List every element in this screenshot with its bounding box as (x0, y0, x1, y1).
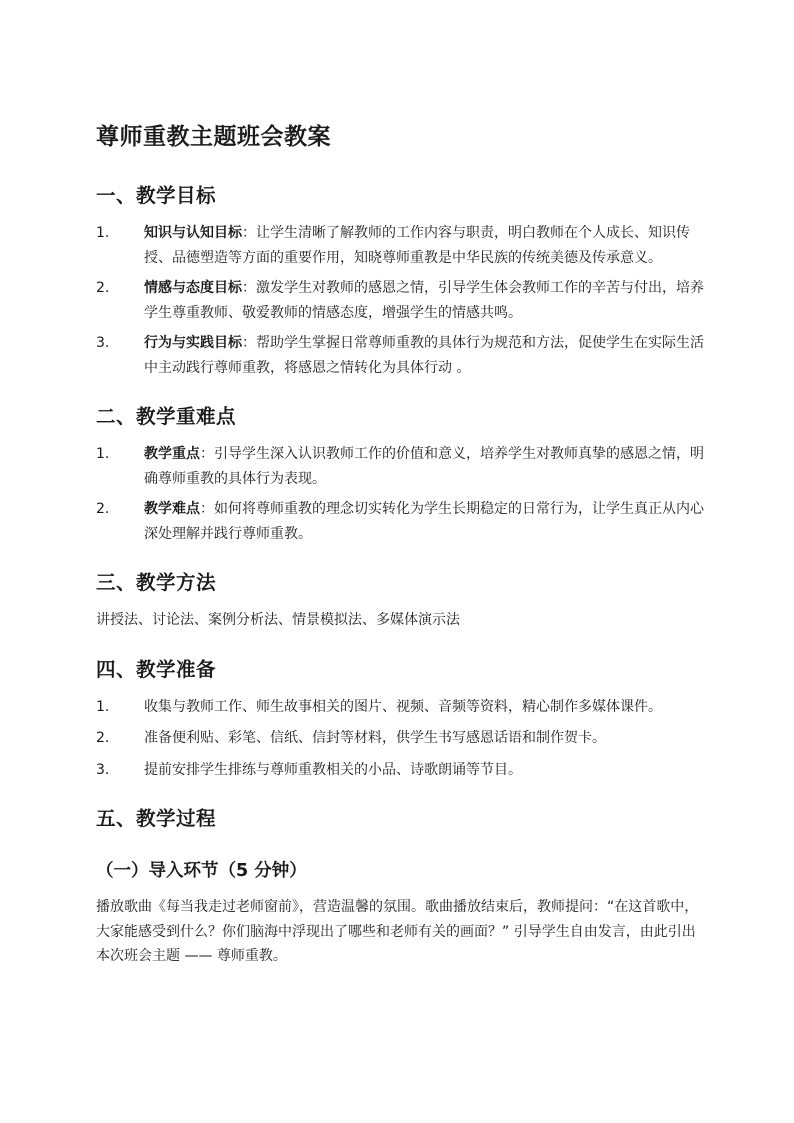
list-item-text: 让学生清晰了解教师的工作内容与职责，明白教师在个人成长、知识传授、品德塑造等方面的重要作用，知晓尊师重教是中华民族的传统美德及传承意义。 (144, 225, 690, 266)
list-number: 1. (96, 698, 110, 715)
list-number: 2. (96, 280, 110, 296)
list-item-text: 提前安排学生排练与尊师重教相关的小品、诗歌朗诵等节目。 (144, 761, 522, 778)
section-heading-preparation: 四、教学准备 (96, 657, 217, 681)
section-heading-process: 五、教学过程 (96, 807, 217, 830)
list-item-text: 准备便利贴、彩笔、信纸、信封等材料，供学生书写感恩话语和制作贺卡。 (144, 730, 606, 746)
list-item-lead: 教学难点 (144, 501, 200, 517)
objectives-list (96, 221, 706, 380)
list-item-lead: 情感与态度目标 (144, 280, 242, 296)
list-item (96, 331, 706, 380)
list-item-text: 帮助学生掌握日常尊师重教的具体行为规范和方法，促使学生在实际生活中主动践行尊师重教，将感恩之情转化为具体行动 。 (144, 335, 704, 376)
list-item-lead: 行为与实践目标 (144, 335, 242, 351)
preparation-list (96, 695, 706, 783)
list-number: 3. (96, 335, 110, 351)
list-item (96, 758, 706, 783)
list-item-text: 引导学生深入认识教师工作的价值和意义，培养学生对教师真挚的感恩之情，明确尊师重教的具体行为表现。 (144, 446, 704, 487)
list-number: 1. (96, 225, 110, 241)
list-item-sep: ： (242, 335, 256, 351)
list-number: 2. (96, 501, 110, 517)
list-item-sep: ： (242, 280, 256, 296)
list-item-sep: ： (242, 225, 256, 241)
list-item (96, 497, 706, 546)
list-item (96, 695, 706, 720)
section-heading-methods: 三、教学方法 (96, 571, 217, 594)
list-item-lead: 教学重点 (144, 446, 200, 462)
document-title: 尊师重教主题班会教案 (96, 124, 331, 150)
list-item (96, 221, 706, 270)
list-item (96, 726, 706, 751)
list-item-lead: 知识与认知目标 (144, 225, 242, 241)
list-number: 3. (96, 761, 110, 778)
keypoints-list (96, 442, 706, 546)
list-item-text: 收集与教师工作、师生故事相关的图片、视频、音频等资料，精心制作多媒体课件。 (144, 698, 662, 715)
section-heading-objectives: 一、教学目标 (96, 184, 217, 207)
methods-text: 讲授法、讨论法、案例分析法、情景模拟法、多媒体演示法 (96, 612, 460, 628)
list-item (96, 276, 706, 325)
subsection-heading-intro: （一）导入环节（5 分钟） (96, 861, 307, 881)
section-heading-keypoints: 二、教学重难点 (96, 405, 237, 428)
list-item-sep: ： (200, 446, 214, 462)
list-item (96, 442, 706, 491)
list-number: 1. (96, 446, 110, 462)
list-item-text: 如何将尊师重教的理念切实转化为学生长期稳定的日常行为，让学生真正从内心深处理解并践行尊师重教。 (144, 501, 704, 542)
document-body (96, 118, 706, 969)
list-number: 2. (96, 730, 110, 746)
list-item-text: 激发学生对教师的感恩之情，引导学生体会教师工作的辛苦与付出，培养学生尊重教师、敬爱教师的情感态度，增强学生的情感共鸣。 (144, 280, 704, 321)
intro-text: 播放歌曲《每当我走过老师窗前》，营造温馨的氛围。歌曲播放结束后，教师提问：“在这首歌中，大家能感受到什么？你们脑海中浮现出了哪些和老师有关的画面？” 引导学生自由发言，由此引出本次班会主题 —— 尊师重教。 (96, 899, 699, 964)
list-item-sep: ： (200, 501, 214, 517)
